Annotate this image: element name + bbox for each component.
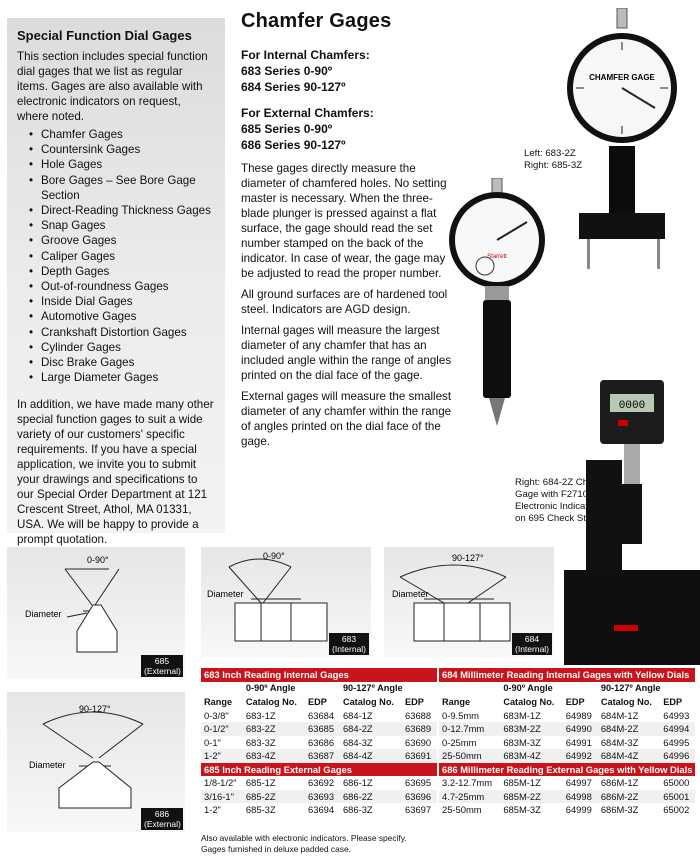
sidebar-outro: In addition, we have made many other special function gages to suit a wide variety of our customers' specific requirements. If you have a special application, we invite you to submit your drawings and specifications to our Special Order Department at 121 Crescent Street, Athol, MA 01331, USA. We will be happy to provide a prompt quotation.	[17, 398, 214, 547]
caption-top-left: Left: 683-2Z	[524, 148, 576, 159]
table-cell: 64989	[565, 709, 592, 721]
sidebar-list-item: • Countersink Gages	[29, 142, 215, 157]
table-cell: 683M-2Z	[500, 722, 562, 736]
sidebar-list-item: • Bore Gages – See Bore Gage Section	[29, 173, 215, 203]
table-cell: 683-2Z	[243, 722, 305, 736]
internal-heading: For Internal Chamfers:	[241, 48, 370, 62]
table-cell: 1/8-1/2"	[204, 777, 237, 789]
table-cell: 686M-3Z	[600, 804, 639, 816]
table-row	[439, 722, 695, 736]
caption-top-right: Right: 685-3Z	[524, 160, 583, 171]
table-cell: 685M-1Z	[503, 777, 541, 789]
table-row	[439, 803, 695, 817]
chamfer-gage-685-photo	[565, 8, 685, 278]
table-cell: 683-3Z	[245, 736, 276, 748]
table-cell: 25-50mm	[439, 749, 500, 763]
caption-bottom-line: Gage with F2710-3	[515, 489, 597, 500]
sidebar-list-item: • Large Diameter Gages	[29, 370, 215, 385]
table-cell: 684M-3Z	[600, 736, 639, 748]
sidebar-list-item: • Caliper Gages	[29, 249, 215, 264]
table-row	[201, 803, 437, 817]
table-cell: 684M-4Z	[598, 749, 660, 763]
sidebar-list-item: • Disc Brake Gages	[29, 355, 215, 370]
table-cell: 63695	[405, 777, 432, 789]
table-row	[439, 709, 695, 723]
table-cell: 683-4Z	[243, 749, 305, 763]
diagram-diameter-label: Diameter	[207, 589, 244, 599]
sidebar-list-item: • Inside Dial Gages	[29, 294, 215, 309]
table-cell: 63685	[305, 722, 340, 736]
paragraph-3: Internal gages will measure the largest diameter of any chamfer that has an included angle within the range of angles printed on the dial face of the gage.	[241, 324, 452, 382]
table-row	[201, 736, 437, 750]
table-cell: 683-1Z	[245, 709, 276, 721]
col-header: Catalog No.	[342, 696, 394, 707]
col-header: EDP	[663, 696, 683, 707]
diagram-diameter-label: Diameter	[392, 589, 429, 599]
table-cell: 63689	[402, 722, 437, 736]
table-cell: 64992	[563, 749, 598, 763]
table-cell: 64998	[563, 790, 598, 804]
table-cell: 686-2Z	[340, 790, 402, 804]
col-header: Catalog No.	[600, 696, 652, 707]
mm-gages-table	[439, 668, 695, 817]
table-cell: 685M-2Z	[500, 790, 562, 804]
sidebar-panel	[7, 18, 225, 547]
table-cell: 683M-4Z	[500, 749, 562, 763]
sidebar-list-item: • Chamfer Gages	[29, 127, 215, 142]
col-header: EDP	[308, 696, 327, 707]
footnote: Also available with electronic indicators. Please specify.	[201, 833, 407, 843]
table-cell: 25-50mm	[442, 804, 482, 816]
table-cell: 63684	[308, 709, 335, 721]
caption-bottom-line: on 695 Check Stand	[515, 513, 602, 524]
table-cell: 64994	[660, 722, 695, 736]
sidebar-list-item: • Crankshaft Distortion Gages	[29, 325, 215, 340]
table-row	[439, 776, 695, 790]
angle-header: 0-90º Angle	[503, 683, 553, 694]
table-cell: 684-4Z	[340, 749, 402, 763]
table-cell: 686-1Z	[342, 777, 373, 789]
table-cell: 0-3/8"	[204, 709, 229, 721]
table-cell: 65002	[663, 804, 690, 816]
inch-gages-table	[201, 668, 437, 817]
table-cell: 685-1Z	[245, 777, 276, 789]
table-cell: 0-1/2"	[201, 722, 243, 736]
table-cell: 63694	[308, 804, 335, 816]
table-title: 684 Millimeter Reading Internal Gages with Yellow Dials	[439, 668, 695, 682]
external-heading: For External Chamfers:	[241, 106, 374, 120]
col-header: Catalog No.	[503, 696, 555, 707]
sidebar-list-item: • Depth Gages	[29, 264, 215, 279]
external-685: 685 Series 0-90º	[241, 122, 333, 136]
table-cell: 3.2-12.7mm	[442, 777, 493, 789]
table-row	[201, 722, 437, 736]
sidebar-list-item: • Hole Gages	[29, 157, 215, 172]
dial-brand: Starrett	[487, 254, 507, 260]
table-cell: 0-9.5mm	[442, 709, 479, 721]
diagram-diameter-label: Diameter	[25, 609, 62, 619]
external-686: 686 Series 90-127º	[241, 138, 346, 152]
diagram-angle-label: 90-127°	[79, 704, 111, 714]
diagram-angle-label: 0-90°	[263, 551, 285, 561]
table-cell: 65001	[660, 790, 695, 804]
table-cell: 686M-1Z	[600, 777, 639, 789]
table-cell: 0-12.7mm	[439, 722, 500, 736]
angle-header: 90-127º Angle	[600, 683, 661, 694]
table-cell: 64993	[663, 709, 690, 721]
table-cell: 1-2"	[201, 749, 243, 763]
table-cell: 63693	[305, 790, 340, 804]
diagram-683	[201, 547, 371, 657]
dial-label: CHAMFER GAGE	[589, 73, 655, 82]
sidebar-list-item: • Direct-Reading Thickness Gages	[29, 203, 215, 218]
col-header: Range	[204, 696, 233, 707]
table-cell: 0-1"	[204, 736, 221, 748]
table-cell: 64995	[663, 736, 690, 748]
sidebar-title: Special Function Dial Gages	[17, 28, 192, 43]
sidebar-list	[29, 127, 215, 385]
chamfer-gage-684-stand-photo	[560, 380, 700, 670]
col-header: Range	[442, 696, 471, 707]
table-cell: 3/16-1"	[201, 790, 243, 804]
table-cell: 63696	[402, 790, 437, 804]
table-cell: 64997	[565, 777, 592, 789]
table-cell: 684-2Z	[340, 722, 402, 736]
caption-bottom	[515, 477, 613, 525]
table-cell: 65000	[663, 777, 690, 789]
sidebar-list-item: • Out-of-roundness Gages	[29, 279, 215, 294]
internal-684: 684 Series 90-127º	[241, 80, 346, 94]
caption-bottom-line: Right: 684-2Z Chamfer	[515, 477, 613, 488]
table-cell: 63697	[405, 804, 432, 816]
table-cell: 685M-3Z	[503, 804, 541, 816]
chamfer-gage-683-photo	[445, 178, 555, 430]
paragraph-4: External gages will measure the smallest diameter of any chamfer within the range of angles printed on the dial face of the gage.	[241, 390, 452, 448]
diagram-angle-label: 90-127°	[452, 553, 484, 563]
table-row	[439, 749, 695, 763]
col-header: EDP	[565, 696, 585, 707]
table-title: 686 Millimeter Reading External Gages with Yellow Dials	[439, 763, 695, 777]
table-cell: 63691	[402, 749, 437, 763]
diagram-686	[7, 692, 185, 832]
table-row	[201, 776, 437, 790]
table-cell: 64999	[565, 804, 592, 816]
col-header: EDP	[405, 696, 424, 707]
table-cell: 4.7-25mm	[439, 790, 500, 804]
table-cell: 683M-1Z	[503, 709, 541, 721]
paragraph-1: These gages directly measure the diameter of chamfered holes. No setting master is necessary. When the three-blade plunger is pressed against a flat surface, the gage should read the set number stamped on the back of the indicator. In case of wear, the gage may be adjusted to read the proper number.	[241, 162, 447, 280]
table-cell: 63687	[305, 749, 340, 763]
table-cell: 1-2"	[204, 804, 221, 816]
footnotes	[201, 833, 407, 855]
caption-bottom-line: Electronic Indicator	[515, 501, 597, 512]
footnote: Gages furnished in deluxe padded case.	[201, 844, 351, 854]
paragraph-2: All ground surfaces are of hardened tool steel. Indicators are AGD design.	[241, 288, 448, 316]
table-cell: 683M-3Z	[503, 736, 541, 748]
table-cell: 63692	[308, 777, 335, 789]
diagram-tag: 686 (External)	[141, 808, 183, 830]
table-cell: 63690	[405, 736, 432, 748]
table-title: 685 Inch Reading External Gages	[201, 763, 437, 777]
diagram-angle-label: 0-90°	[87, 555, 109, 565]
main-content	[241, 10, 461, 455]
caption-top	[524, 148, 582, 172]
diagram-685	[7, 547, 185, 679]
table-cell: 63688	[405, 709, 432, 721]
table-cell: 684M-2Z	[598, 722, 660, 736]
table-title: 683 Inch Reading Internal Gages	[201, 668, 437, 682]
internal-683: 683 Series 0-90º	[241, 64, 333, 78]
page-title: Chamfer Gages	[241, 10, 392, 32]
table-cell: 684-3Z	[342, 736, 373, 748]
digital-readout: 0000	[618, 400, 646, 412]
col-header: Catalog No.	[245, 696, 297, 707]
diagram-684	[384, 547, 554, 657]
diagram-diameter-label: Diameter	[29, 760, 66, 770]
sidebar-list-item: • Automotive Gages	[29, 309, 215, 324]
angle-header: 90-127º Angle	[342, 683, 403, 694]
sidebar-list-item: • Groove Gages	[29, 233, 215, 248]
angle-header: 0-90º Angle	[245, 683, 296, 694]
sidebar-intro: This section includes special function dial gages that we list as regular items. Gages are also available with electronic indicators on request, where noted.	[17, 50, 208, 123]
table-cell: 0-25mm	[442, 736, 477, 748]
table-cell: 64996	[660, 749, 695, 763]
table-row	[439, 790, 695, 804]
table-cell: 64991	[565, 736, 592, 748]
diagram-tag: 683 (Internal)	[329, 633, 369, 655]
diagram-tag: 685 (External)	[141, 655, 183, 677]
table-row	[201, 790, 437, 804]
table-cell: 684M-1Z	[600, 709, 639, 721]
diagram-tag: 684 (Internal)	[512, 633, 552, 655]
table-cell: 63686	[308, 736, 335, 748]
table-cell: 686M-2Z	[598, 790, 660, 804]
table-cell: 684-1Z	[342, 709, 373, 721]
table-cell: 685-2Z	[243, 790, 305, 804]
table-row	[201, 749, 437, 763]
table-cell: 685-3Z	[245, 804, 276, 816]
table-row	[439, 736, 695, 750]
sidebar-list-item: • Cylinder Gages	[29, 340, 215, 355]
table-cell: 64990	[563, 722, 598, 736]
sidebar-list-item: • Snap Gages	[29, 218, 215, 233]
table-cell: 686-3Z	[342, 804, 373, 816]
table-row	[201, 709, 437, 723]
